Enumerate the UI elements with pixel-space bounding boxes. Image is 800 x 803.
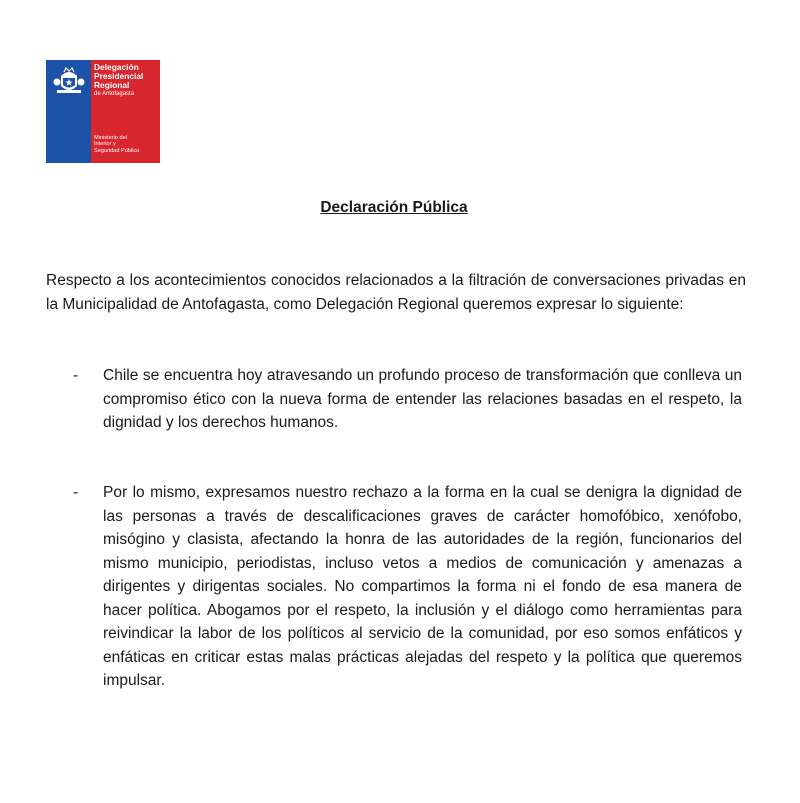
ministry-line-3: Seguridad Pública [94, 147, 140, 154]
logo-line-2: Presidencial [94, 71, 144, 81]
intro-paragraph: Respecto a los acontecimientos conocidos relacionados a la filtración de conversaciones privadas en la Municipalidad de Antofagasta, como Delegación Regional queremos expresar lo siguiente: [46, 272, 746, 313]
logo-line-3: Regional [94, 80, 130, 90]
logo-line-1: Delegación [94, 62, 139, 72]
logo-line-4: de Antofagasta [94, 91, 135, 97]
ministry-line-1: Ministerio del [94, 135, 127, 141]
bullet-text: Chile se encuentra hoy atravesando un profundo proceso de transformación que conlleva un compromiso ético con la nueva forma de entender las relaciones basadas en el respeto, la dignidad y los derechos humanos. [103, 367, 742, 431]
government-logo [46, 60, 160, 163]
bullet-text: Por lo mismo, expresamos nuestro rechazo a la forma en la cual se denigra la dignidad de las personas a través de descalificaciones graves de carácter homofóbico, xenófobo, misógino y clasista, afectando la honra de las autoridades de la región, funcionarios del mismo municipio, periodistas, incluso vetos a medios de comunicación y amenazas a dirigentes y dirigentas sociales. No compartimos la forma ni el fondo de esa manera de hacer política. Abogamos por el respeto, la inclusión y el diálogo como herramientas para reivindicar la labor de los políticos al servicio de la comunidad, por eso somos enfáticos y enfáticas en criticar estas malas prácticas alejadas del respeto y la política que queremos impulsar. [103, 484, 742, 689]
logo-blue-panel [46, 60, 91, 163]
coat-of-arms-icon [51, 64, 87, 100]
bullet-dash: - [73, 367, 79, 384]
document-title: Declaración Pública [320, 199, 468, 216]
ministry-line-2: Interior y [94, 141, 116, 148]
logo-red-panel [91, 60, 160, 163]
logo-ministry [94, 135, 158, 154]
bullet-dash: - [73, 484, 79, 501]
